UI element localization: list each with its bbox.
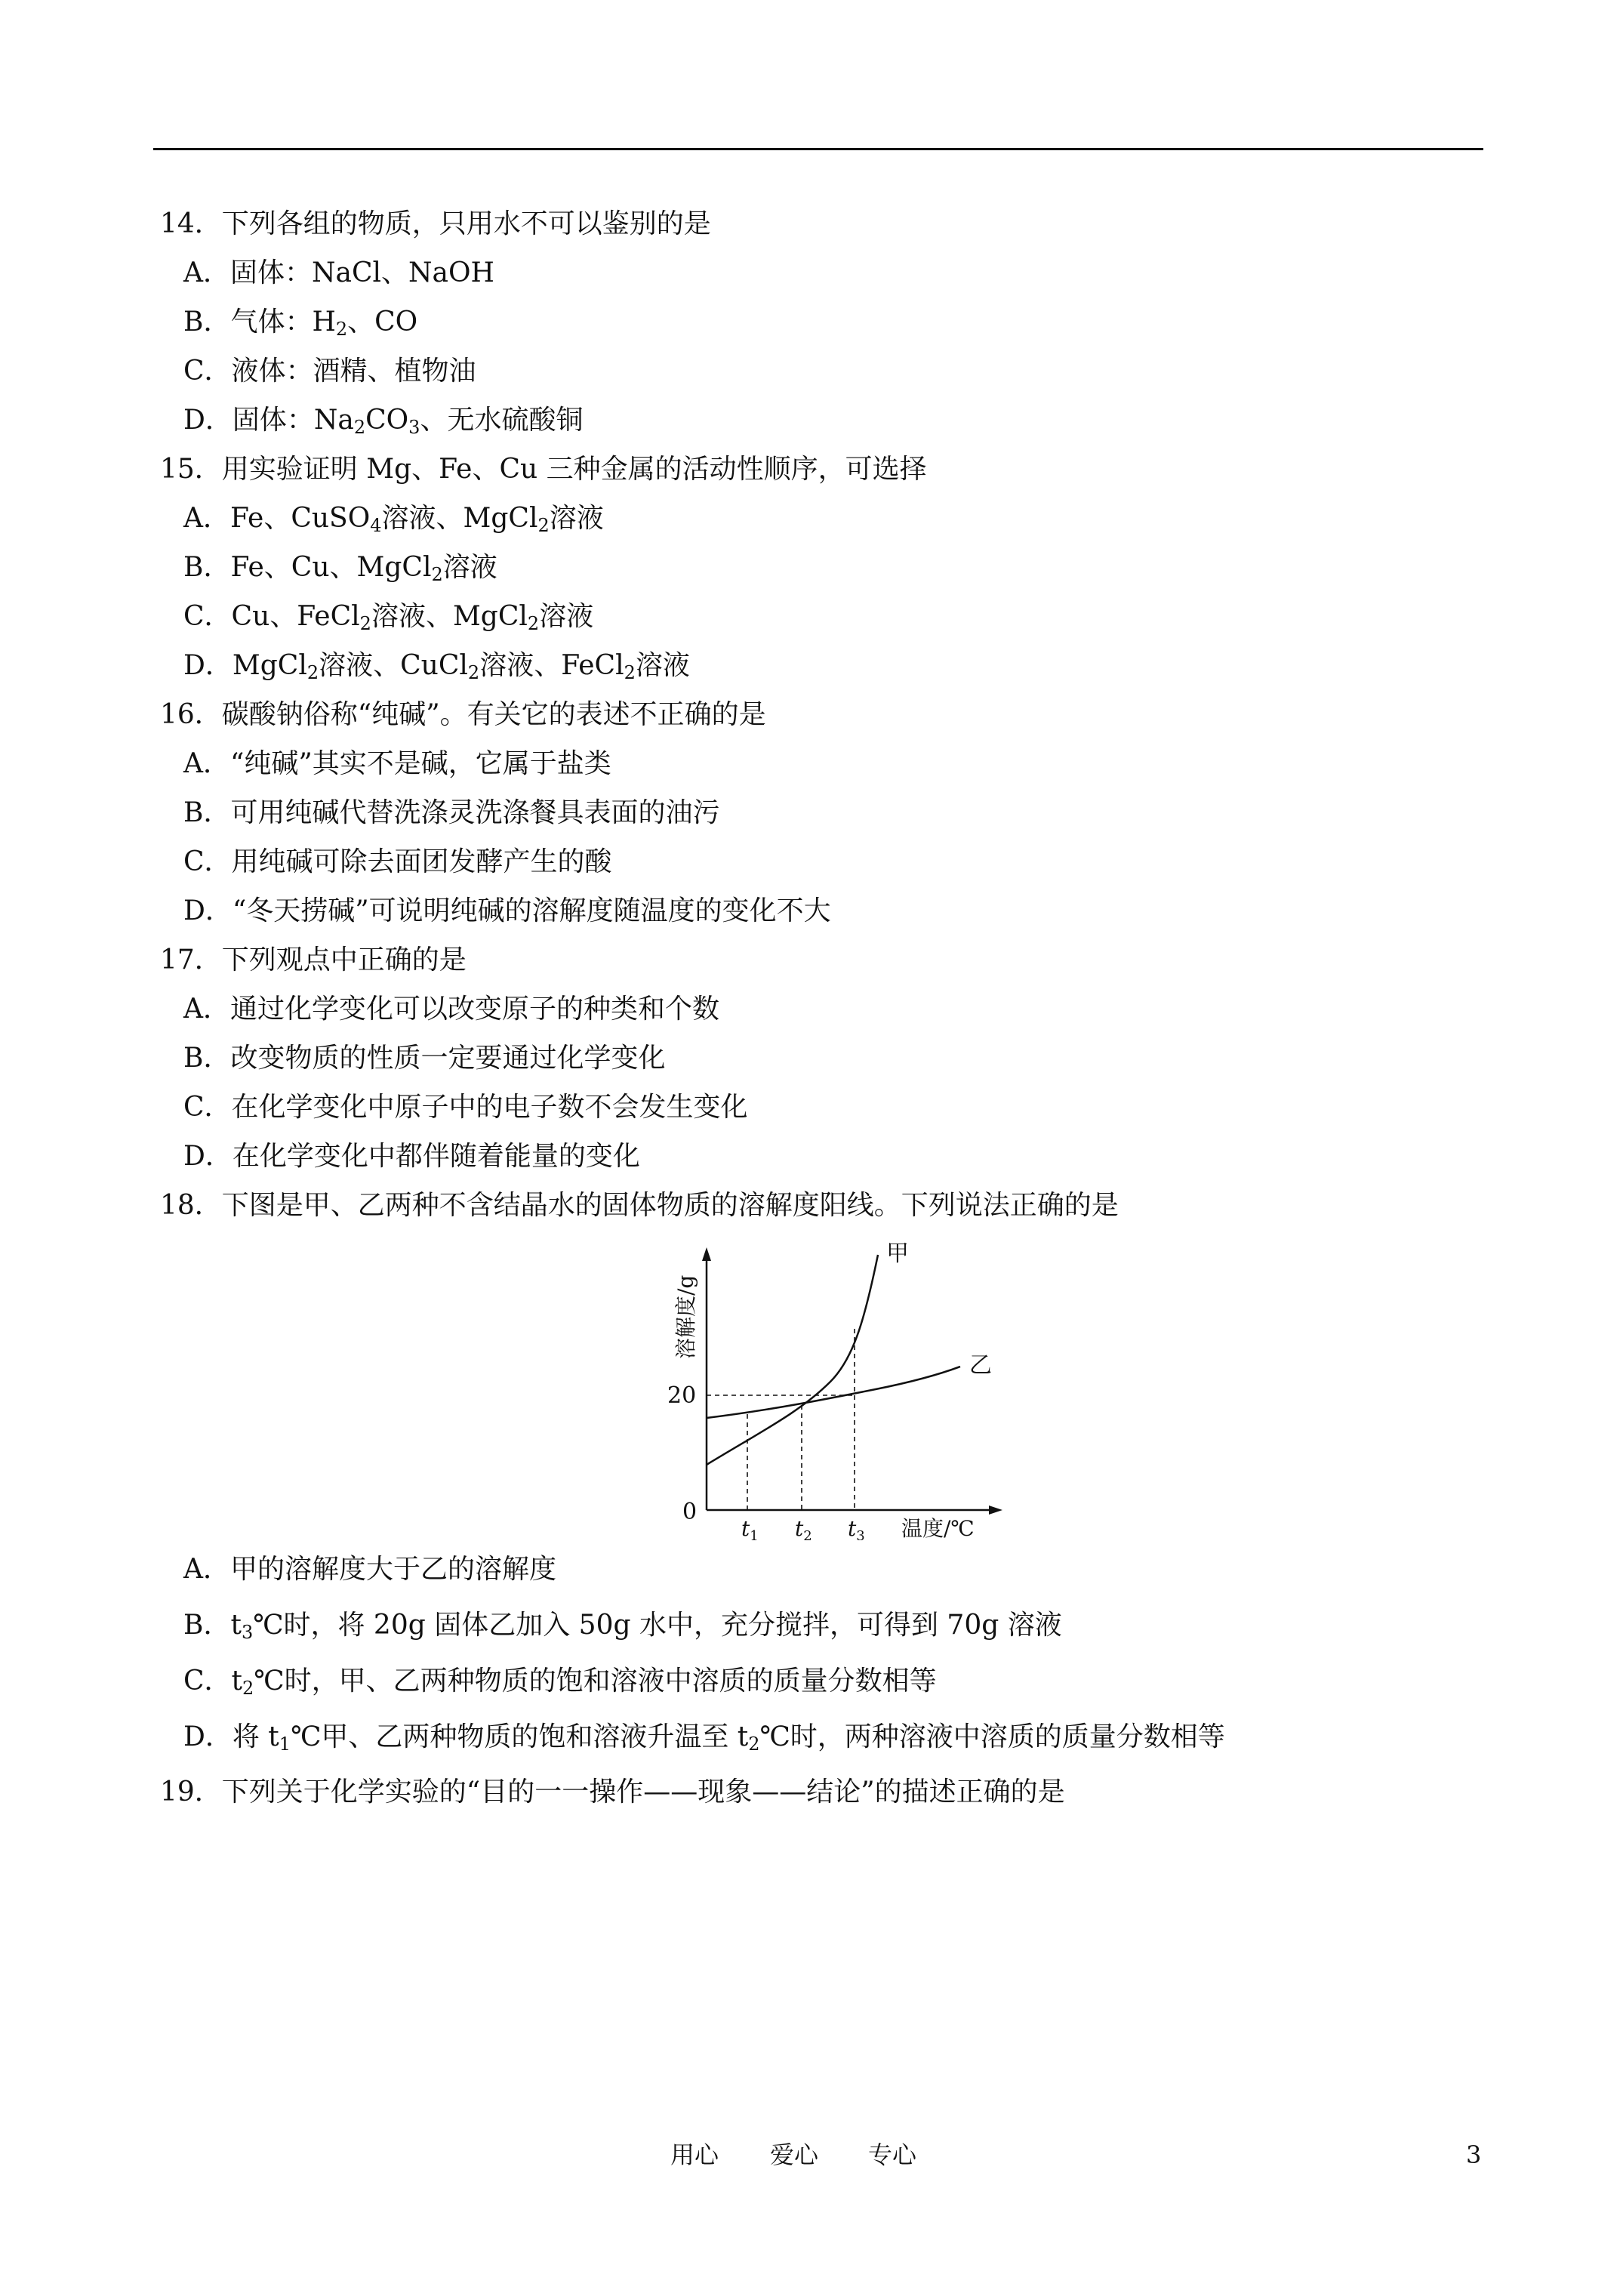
question-17-option-d: D．在化学变化中都伴随着能量的变化 — [183, 1141, 640, 1172]
solubility-chart-svg — [649, 1238, 1012, 1540]
x-axis-arrow — [989, 1505, 1002, 1515]
series-yi-curve — [707, 1367, 960, 1418]
question-15-stem: 15．用实验证明 Mg、Fe、Cu 三种金属的活动性顺序，可选择 — [160, 454, 927, 485]
series-yi-label: 乙 — [969, 1352, 992, 1379]
footer-left: 用心 — [670, 2140, 719, 2169]
solubility-chart — [649, 1238, 1012, 1540]
question-14-stem: 14．下列各组的物质，只用水不可以鉴别的是 — [160, 208, 711, 239]
question-16-option-b: B．可用纯碱代替洗涤灵洗涤餐具表面的油污 — [183, 797, 720, 828]
series-jia-label: 甲 — [886, 1240, 909, 1267]
footer-right: 专心 — [868, 2140, 917, 2169]
question-14-option-d: D．固体：$Na_2CO_3$、无水硫酸铜 — [183, 405, 584, 438]
footer-middle: 爱心 — [770, 2140, 819, 2169]
question-18-option-a: A．甲的溶解度大于乙的溶解度 — [183, 1554, 556, 1585]
y-tick-20: 20 — [667, 1382, 697, 1409]
question-18-option-c: C．$t_2℃$时，甲、乙两种物质的饱和溶液中溶质的质量分数相等 — [183, 1666, 937, 1699]
question-18-stem: 18．下图是甲、乙两种不含结晶水的固体物质的溶解度阳线。下列说法正确的是 — [160, 1190, 1119, 1221]
question-16-stem: 16．碳酸钠俗称“纯碱”。有关它的表述不正确的是 — [160, 699, 766, 730]
header-rule — [153, 148, 1483, 150]
question-17-stem: 17．下列观点中正确的是 — [160, 945, 467, 975]
question-14-option-b: B．气体：$H_2$、CO — [183, 307, 418, 340]
question-15-option-b: B．Fe、Cu、MgCl$_2$溶液 — [183, 552, 497, 585]
question-18-option-d: D．将 $t_1℃$甲、乙两种物质的饱和溶液升温至 $t_2℃$时，两种溶液中溶质的质量分数相等 — [183, 1721, 1225, 1755]
question-16-option-d: D．“冬天捞碱”可说明纯碱的溶解度随温度的变化不大 — [183, 895, 831, 926]
series-jia-curve — [707, 1255, 878, 1465]
question-19-stem: 19．下列关于化学实验的“目的一一操作——现象——结论”的描述正确的是 — [160, 1777, 1065, 1808]
question-17-option-b: B．改变物质的性质一定要通过化学变化 — [183, 1043, 666, 1074]
question-17-option-c: C．在化学变化中原子中的电子数不会发生变化 — [183, 1092, 748, 1123]
page-number: 3 — [1466, 2140, 1482, 2169]
x-tick-t1: $t_1$ — [741, 1516, 759, 1540]
question-14-option-a: A．固体：NaCl、NaOH — [183, 257, 494, 288]
question-15-option-d: D．MgCl$_2$溶液、CuCl$_2$溶液、FeCl$_2$溶液 — [183, 650, 690, 683]
question-16-option-c: C．用纯碱可除去面团发酵产生的酸 — [183, 846, 612, 877]
question-15-option-c: C．Cu、FeCl$_2$溶液、MgCl$_2$溶液 — [183, 601, 594, 634]
question-18-option-b: B．$t_3℃$时，将 20g 固体乙加入 50g 水中，充分搅拌，可得到 70g 溶液 — [183, 1610, 1062, 1643]
question-17-option-a: A．通过化学变化可以改变原子的种类和个数 — [183, 994, 719, 1025]
y-axis-label: 溶解度/g — [673, 1274, 698, 1359]
y-axis-arrow — [702, 1247, 711, 1261]
question-14-option-c: C．液体：酒精、植物油 — [183, 356, 476, 387]
x-tick-t2: $t_2$ — [795, 1516, 812, 1540]
question-15-option-a: A．Fe、CuSO$_4$溶液、MgCl$_2$溶液 — [183, 503, 604, 536]
x-axis-label: 温度/℃ — [901, 1516, 975, 1540]
x-tick-t3: $t_3$ — [848, 1516, 865, 1540]
question-16-option-a: A．“纯碱”其实不是碱，它属于盐类 — [183, 748, 611, 779]
origin-label: 0 — [682, 1499, 698, 1525]
